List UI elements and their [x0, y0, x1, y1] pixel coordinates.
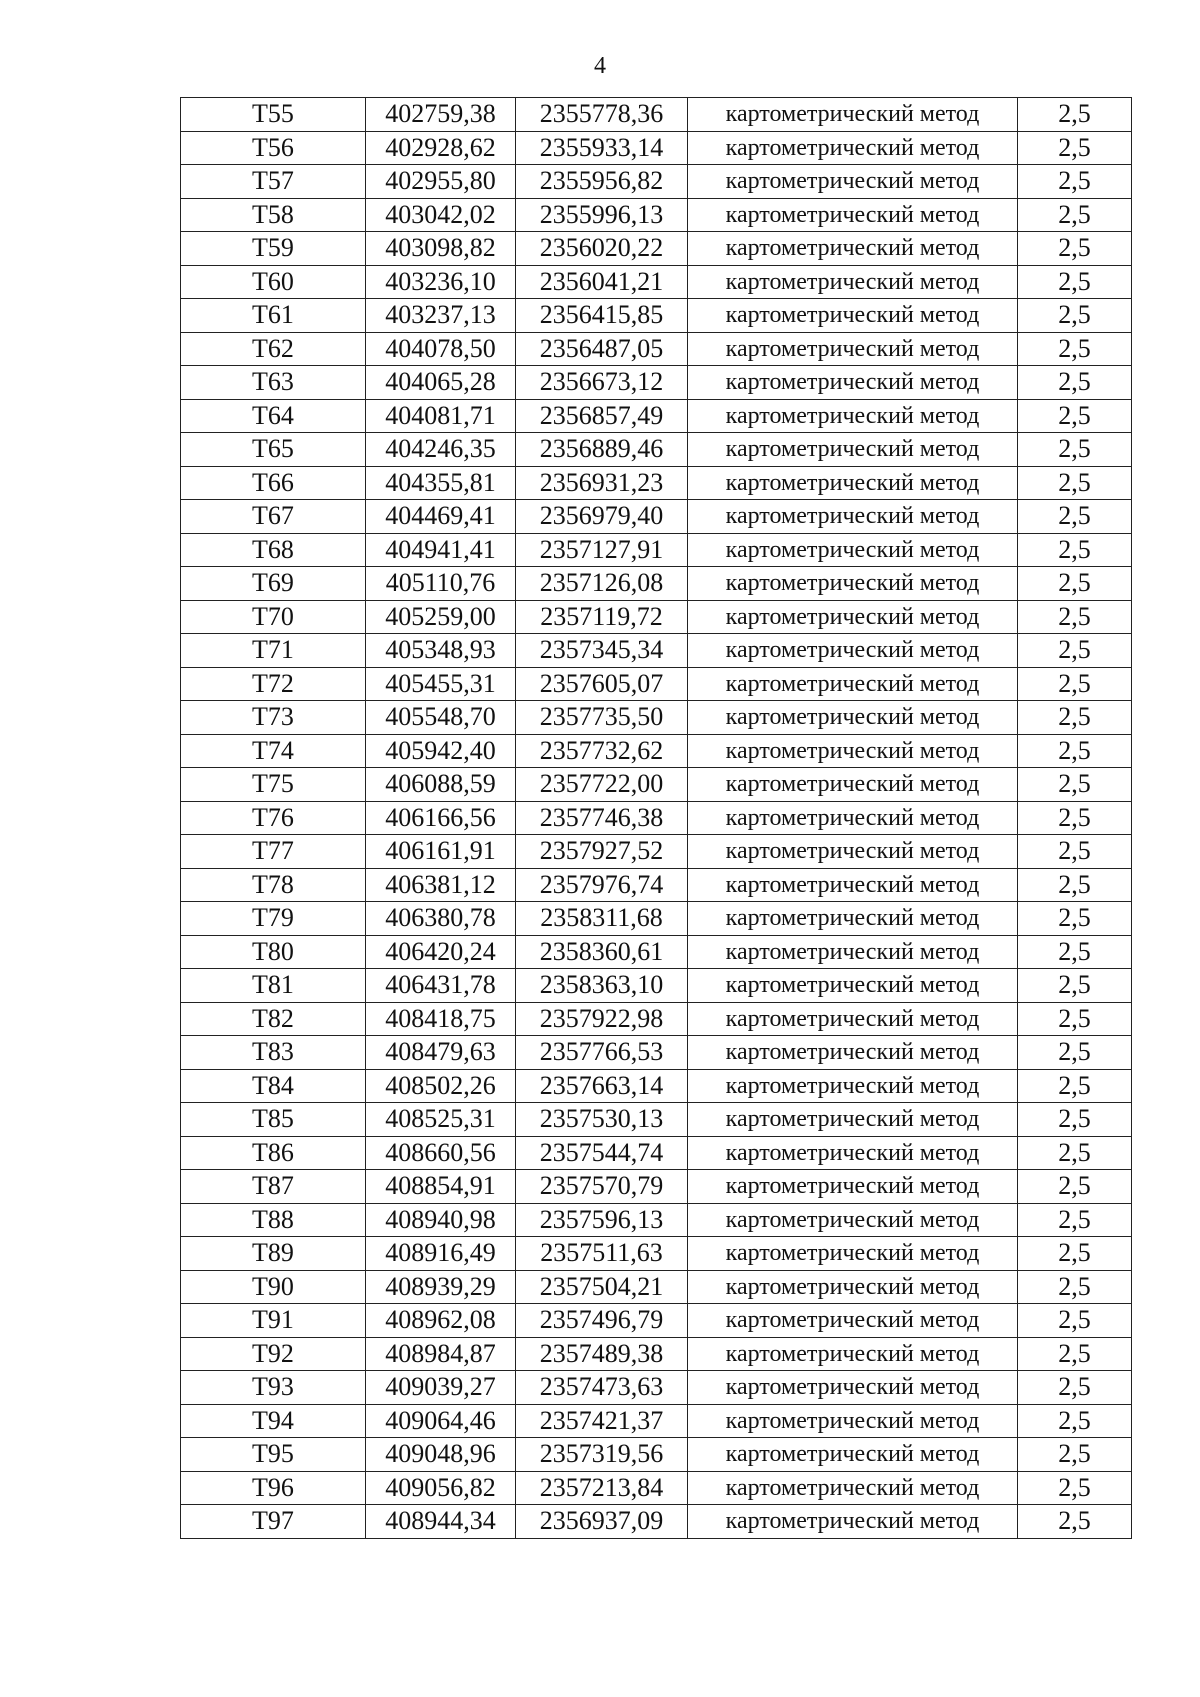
x-coordinate-cell: 404941,41	[366, 533, 516, 567]
x-coordinate-cell: 406431,78	[366, 969, 516, 1003]
y-coordinate-cell: 2355996,13	[516, 198, 688, 232]
y-coordinate-cell: 2357127,91	[516, 533, 688, 567]
y-coordinate-cell: 2357732,62	[516, 734, 688, 768]
y-coordinate-cell: 2357596,13	[516, 1203, 688, 1237]
point-name-cell: Т70	[181, 600, 366, 634]
point-name-cell: Т91	[181, 1304, 366, 1338]
table-row	[181, 801, 1132, 835]
point-name-cell: Т82	[181, 1002, 366, 1036]
method-cell: картометрический метод	[688, 1002, 1018, 1036]
table-row	[181, 935, 1132, 969]
accuracy-cell: 2,5	[1018, 868, 1132, 902]
point-name-cell: Т88	[181, 1203, 366, 1237]
accuracy-cell: 2,5	[1018, 232, 1132, 266]
y-coordinate-cell: 2357489,38	[516, 1337, 688, 1371]
point-name-cell: Т97	[181, 1505, 366, 1539]
method-cell: картометрический метод	[688, 1505, 1018, 1539]
table-row	[181, 1237, 1132, 1271]
accuracy-cell: 2,5	[1018, 500, 1132, 534]
accuracy-cell: 2,5	[1018, 734, 1132, 768]
accuracy-cell: 2,5	[1018, 835, 1132, 869]
point-name-cell: Т78	[181, 868, 366, 902]
y-coordinate-cell: 2356857,49	[516, 399, 688, 433]
coordinates-table-body	[181, 98, 1132, 1539]
point-name-cell: Т87	[181, 1170, 366, 1204]
table-row	[181, 1203, 1132, 1237]
point-name-cell: Т73	[181, 701, 366, 735]
x-coordinate-cell: 408984,87	[366, 1337, 516, 1371]
point-name-cell: Т79	[181, 902, 366, 936]
x-coordinate-cell: 408502,26	[366, 1069, 516, 1103]
x-coordinate-cell: 404078,50	[366, 332, 516, 366]
point-name-cell: Т56	[181, 131, 366, 165]
y-coordinate-cell: 2356415,85	[516, 299, 688, 333]
x-coordinate-cell: 406420,24	[366, 935, 516, 969]
table-row	[181, 600, 1132, 634]
accuracy-cell: 2,5	[1018, 1505, 1132, 1539]
table-row	[181, 1103, 1132, 1137]
accuracy-cell: 2,5	[1018, 533, 1132, 567]
accuracy-cell: 2,5	[1018, 131, 1132, 165]
y-coordinate-cell: 2357496,79	[516, 1304, 688, 1338]
x-coordinate-cell: 403098,82	[366, 232, 516, 266]
method-cell: картометрический метод	[688, 399, 1018, 433]
method-cell: картометрический метод	[688, 1270, 1018, 1304]
y-coordinate-cell: 2357504,21	[516, 1270, 688, 1304]
x-coordinate-cell: 408940,98	[366, 1203, 516, 1237]
method-cell: картометрический метод	[688, 1337, 1018, 1371]
y-coordinate-cell: 2356931,23	[516, 466, 688, 500]
page-number: 4	[594, 53, 606, 79]
point-name-cell: Т64	[181, 399, 366, 433]
accuracy-cell: 2,5	[1018, 1237, 1132, 1271]
accuracy-cell: 2,5	[1018, 935, 1132, 969]
accuracy-cell: 2,5	[1018, 332, 1132, 366]
table-row	[181, 1337, 1132, 1371]
y-coordinate-cell: 2357605,07	[516, 667, 688, 701]
point-name-cell: Т61	[181, 299, 366, 333]
method-cell: картометрический метод	[688, 935, 1018, 969]
table-row	[181, 399, 1132, 433]
point-name-cell: Т83	[181, 1036, 366, 1070]
y-coordinate-cell: 2357473,63	[516, 1371, 688, 1405]
y-coordinate-cell: 2357570,79	[516, 1170, 688, 1204]
table-row	[181, 433, 1132, 467]
method-cell: картометрический метод	[688, 500, 1018, 534]
method-cell: картометрический метод	[688, 1136, 1018, 1170]
method-cell: картометрический метод	[688, 1471, 1018, 1505]
accuracy-cell: 2,5	[1018, 98, 1132, 132]
method-cell: картометрический метод	[688, 198, 1018, 232]
x-coordinate-cell: 408660,56	[366, 1136, 516, 1170]
table-row	[181, 1371, 1132, 1405]
table-row	[181, 366, 1132, 400]
x-coordinate-cell: 402955,80	[366, 165, 516, 199]
method-cell: картометрический метод	[688, 969, 1018, 1003]
y-coordinate-cell: 2356487,05	[516, 332, 688, 366]
x-coordinate-cell: 405455,31	[366, 667, 516, 701]
table-row	[181, 1036, 1132, 1070]
x-coordinate-cell: 404065,28	[366, 366, 516, 400]
accuracy-cell: 2,5	[1018, 902, 1132, 936]
table-row	[181, 265, 1132, 299]
x-coordinate-cell: 408916,49	[366, 1237, 516, 1271]
point-name-cell: Т85	[181, 1103, 366, 1137]
x-coordinate-cell: 403236,10	[366, 265, 516, 299]
y-coordinate-cell: 2357922,98	[516, 1002, 688, 1036]
y-coordinate-cell: 2355956,82	[516, 165, 688, 199]
point-name-cell: Т84	[181, 1069, 366, 1103]
table-row	[181, 1505, 1132, 1539]
table-row	[181, 969, 1132, 1003]
table-row	[181, 768, 1132, 802]
table-row	[181, 533, 1132, 567]
y-coordinate-cell: 2357126,08	[516, 567, 688, 601]
method-cell: картометрический метод	[688, 1103, 1018, 1137]
y-coordinate-cell: 2357746,38	[516, 801, 688, 835]
accuracy-cell: 2,5	[1018, 1002, 1132, 1036]
x-coordinate-cell: 405348,93	[366, 634, 516, 668]
y-coordinate-cell: 2355778,36	[516, 98, 688, 132]
method-cell: картометрический метод	[688, 1170, 1018, 1204]
method-cell: картометрический метод	[688, 1203, 1018, 1237]
y-coordinate-cell: 2357544,74	[516, 1136, 688, 1170]
y-coordinate-cell: 2357766,53	[516, 1036, 688, 1070]
accuracy-cell: 2,5	[1018, 299, 1132, 333]
y-coordinate-cell: 2357927,52	[516, 835, 688, 869]
x-coordinate-cell: 406166,56	[366, 801, 516, 835]
point-name-cell: Т89	[181, 1237, 366, 1271]
x-coordinate-cell: 405548,70	[366, 701, 516, 735]
accuracy-cell: 2,5	[1018, 1069, 1132, 1103]
x-coordinate-cell: 406381,12	[366, 868, 516, 902]
point-name-cell: Т72	[181, 667, 366, 701]
accuracy-cell: 2,5	[1018, 1170, 1132, 1204]
y-coordinate-cell: 2356937,09	[516, 1505, 688, 1539]
point-name-cell: Т58	[181, 198, 366, 232]
method-cell: картометрический метод	[688, 332, 1018, 366]
y-coordinate-cell: 2357213,84	[516, 1471, 688, 1505]
x-coordinate-cell: 409048,96	[366, 1438, 516, 1472]
accuracy-cell: 2,5	[1018, 1438, 1132, 1472]
x-coordinate-cell: 403042,02	[366, 198, 516, 232]
point-name-cell: Т66	[181, 466, 366, 500]
table-row	[181, 1438, 1132, 1472]
table-row	[181, 667, 1132, 701]
point-name-cell: Т77	[181, 835, 366, 869]
accuracy-cell: 2,5	[1018, 600, 1132, 634]
accuracy-cell: 2,5	[1018, 969, 1132, 1003]
y-coordinate-cell: 2358363,10	[516, 969, 688, 1003]
point-name-cell: Т92	[181, 1337, 366, 1371]
table-row	[181, 198, 1132, 232]
table-row	[181, 701, 1132, 735]
method-cell: картометрический метод	[688, 902, 1018, 936]
accuracy-cell: 2,5	[1018, 1371, 1132, 1405]
point-name-cell: Т71	[181, 634, 366, 668]
point-name-cell: Т90	[181, 1270, 366, 1304]
x-coordinate-cell: 406380,78	[366, 902, 516, 936]
accuracy-cell: 2,5	[1018, 667, 1132, 701]
method-cell: картометрический метод	[688, 868, 1018, 902]
x-coordinate-cell: 406088,59	[366, 768, 516, 802]
accuracy-cell: 2,5	[1018, 198, 1132, 232]
y-coordinate-cell: 2356979,40	[516, 500, 688, 534]
point-name-cell: Т93	[181, 1371, 366, 1405]
accuracy-cell: 2,5	[1018, 1270, 1132, 1304]
x-coordinate-cell: 405942,40	[366, 734, 516, 768]
x-coordinate-cell: 405259,00	[366, 600, 516, 634]
point-name-cell: Т81	[181, 969, 366, 1003]
x-coordinate-cell: 402928,62	[366, 131, 516, 165]
method-cell: картометрический метод	[688, 466, 1018, 500]
accuracy-cell: 2,5	[1018, 1103, 1132, 1137]
accuracy-cell: 2,5	[1018, 1304, 1132, 1338]
y-coordinate-cell: 2357511,63	[516, 1237, 688, 1271]
y-coordinate-cell: 2357119,72	[516, 600, 688, 634]
y-coordinate-cell: 2357530,13	[516, 1103, 688, 1137]
point-name-cell: Т74	[181, 734, 366, 768]
table-row	[181, 1170, 1132, 1204]
table-row	[181, 902, 1132, 936]
y-coordinate-cell: 2355933,14	[516, 131, 688, 165]
x-coordinate-cell: 409039,27	[366, 1371, 516, 1405]
accuracy-cell: 2,5	[1018, 634, 1132, 668]
y-coordinate-cell: 2356020,22	[516, 232, 688, 266]
method-cell: картометрический метод	[688, 1069, 1018, 1103]
table-row	[181, 1304, 1132, 1338]
accuracy-cell: 2,5	[1018, 466, 1132, 500]
table-row	[181, 98, 1132, 132]
table-row	[181, 835, 1132, 869]
accuracy-cell: 2,5	[1018, 1136, 1132, 1170]
method-cell: картометрический метод	[688, 1438, 1018, 1472]
x-coordinate-cell: 409056,82	[366, 1471, 516, 1505]
point-name-cell: Т76	[181, 801, 366, 835]
point-name-cell: Т62	[181, 332, 366, 366]
table-row	[181, 332, 1132, 366]
coordinates-table	[180, 97, 1132, 1539]
method-cell: картометрический метод	[688, 1036, 1018, 1070]
method-cell: картометрический метод	[688, 232, 1018, 266]
point-name-cell: Т59	[181, 232, 366, 266]
method-cell: картометрический метод	[688, 801, 1018, 835]
point-name-cell: Т65	[181, 433, 366, 467]
x-coordinate-cell: 405110,76	[366, 567, 516, 601]
y-coordinate-cell: 2357421,37	[516, 1404, 688, 1438]
accuracy-cell: 2,5	[1018, 399, 1132, 433]
method-cell: картометрический метод	[688, 634, 1018, 668]
point-name-cell: Т75	[181, 768, 366, 802]
table-row	[181, 500, 1132, 534]
accuracy-cell: 2,5	[1018, 1203, 1132, 1237]
method-cell: картометрический метод	[688, 701, 1018, 735]
method-cell: картометрический метод	[688, 567, 1018, 601]
point-name-cell: Т67	[181, 500, 366, 534]
y-coordinate-cell: 2356041,21	[516, 265, 688, 299]
point-name-cell: Т94	[181, 1404, 366, 1438]
method-cell: картометрический метод	[688, 1371, 1018, 1405]
y-coordinate-cell: 2356889,46	[516, 433, 688, 467]
method-cell: картометрический метод	[688, 1237, 1018, 1271]
accuracy-cell: 2,5	[1018, 366, 1132, 400]
table-row	[181, 1471, 1132, 1505]
method-cell: картометрический метод	[688, 131, 1018, 165]
y-coordinate-cell: 2357722,00	[516, 768, 688, 802]
table-row	[181, 165, 1132, 199]
method-cell: картометрический метод	[688, 299, 1018, 333]
point-name-cell: Т96	[181, 1471, 366, 1505]
method-cell: картометрический метод	[688, 533, 1018, 567]
method-cell: картометрический метод	[688, 835, 1018, 869]
x-coordinate-cell: 402759,38	[366, 98, 516, 132]
y-coordinate-cell: 2358311,68	[516, 902, 688, 936]
table-row	[181, 868, 1132, 902]
point-name-cell: Т68	[181, 533, 366, 567]
table-row	[181, 1270, 1132, 1304]
x-coordinate-cell: 404081,71	[366, 399, 516, 433]
x-coordinate-cell: 408962,08	[366, 1304, 516, 1338]
point-name-cell: Т80	[181, 935, 366, 969]
y-coordinate-cell: 2357345,34	[516, 634, 688, 668]
method-cell: картометрический метод	[688, 1404, 1018, 1438]
table-row	[181, 634, 1132, 668]
x-coordinate-cell: 408479,63	[366, 1036, 516, 1070]
x-coordinate-cell: 404355,81	[366, 466, 516, 500]
point-name-cell: Т60	[181, 265, 366, 299]
x-coordinate-cell: 408854,91	[366, 1170, 516, 1204]
method-cell: картометрический метод	[688, 265, 1018, 299]
method-cell: картометрический метод	[688, 433, 1018, 467]
accuracy-cell: 2,5	[1018, 768, 1132, 802]
table-row	[181, 1404, 1132, 1438]
x-coordinate-cell: 406161,91	[366, 835, 516, 869]
point-name-cell: Т55	[181, 98, 366, 132]
method-cell: картометрический метод	[688, 165, 1018, 199]
accuracy-cell: 2,5	[1018, 1337, 1132, 1371]
table-row	[181, 567, 1132, 601]
point-name-cell: Т95	[181, 1438, 366, 1472]
table-row	[181, 1136, 1132, 1170]
accuracy-cell: 2,5	[1018, 701, 1132, 735]
accuracy-cell: 2,5	[1018, 1036, 1132, 1070]
method-cell: картометрический метод	[688, 98, 1018, 132]
y-coordinate-cell: 2356673,12	[516, 366, 688, 400]
method-cell: картометрический метод	[688, 734, 1018, 768]
x-coordinate-cell: 404469,41	[366, 500, 516, 534]
y-coordinate-cell: 2358360,61	[516, 935, 688, 969]
x-coordinate-cell: 408525,31	[366, 1103, 516, 1137]
method-cell: картометрический метод	[688, 667, 1018, 701]
accuracy-cell: 2,5	[1018, 1471, 1132, 1505]
point-name-cell: Т57	[181, 165, 366, 199]
accuracy-cell: 2,5	[1018, 433, 1132, 467]
y-coordinate-cell: 2357319,56	[516, 1438, 688, 1472]
method-cell: картометрический метод	[688, 600, 1018, 634]
table-row	[181, 1069, 1132, 1103]
accuracy-cell: 2,5	[1018, 265, 1132, 299]
accuracy-cell: 2,5	[1018, 801, 1132, 835]
y-coordinate-cell: 2357976,74	[516, 868, 688, 902]
point-name-cell: Т63	[181, 366, 366, 400]
table-row	[181, 232, 1132, 266]
point-name-cell: Т86	[181, 1136, 366, 1170]
x-coordinate-cell: 409064,46	[366, 1404, 516, 1438]
method-cell: картометрический метод	[688, 768, 1018, 802]
point-name-cell: Т69	[181, 567, 366, 601]
x-coordinate-cell: 408944,34	[366, 1505, 516, 1539]
method-cell: картометрический метод	[688, 366, 1018, 400]
x-coordinate-cell: 408939,29	[366, 1270, 516, 1304]
y-coordinate-cell: 2357663,14	[516, 1069, 688, 1103]
table-row	[181, 734, 1132, 768]
x-coordinate-cell: 408418,75	[366, 1002, 516, 1036]
table-row	[181, 1002, 1132, 1036]
x-coordinate-cell: 403237,13	[366, 299, 516, 333]
table-row	[181, 131, 1132, 165]
table-row	[181, 299, 1132, 333]
y-coordinate-cell: 2357735,50	[516, 701, 688, 735]
method-cell: картометрический метод	[688, 1304, 1018, 1338]
x-coordinate-cell: 404246,35	[366, 433, 516, 467]
accuracy-cell: 2,5	[1018, 567, 1132, 601]
table-row	[181, 466, 1132, 500]
accuracy-cell: 2,5	[1018, 1404, 1132, 1438]
accuracy-cell: 2,5	[1018, 165, 1132, 199]
